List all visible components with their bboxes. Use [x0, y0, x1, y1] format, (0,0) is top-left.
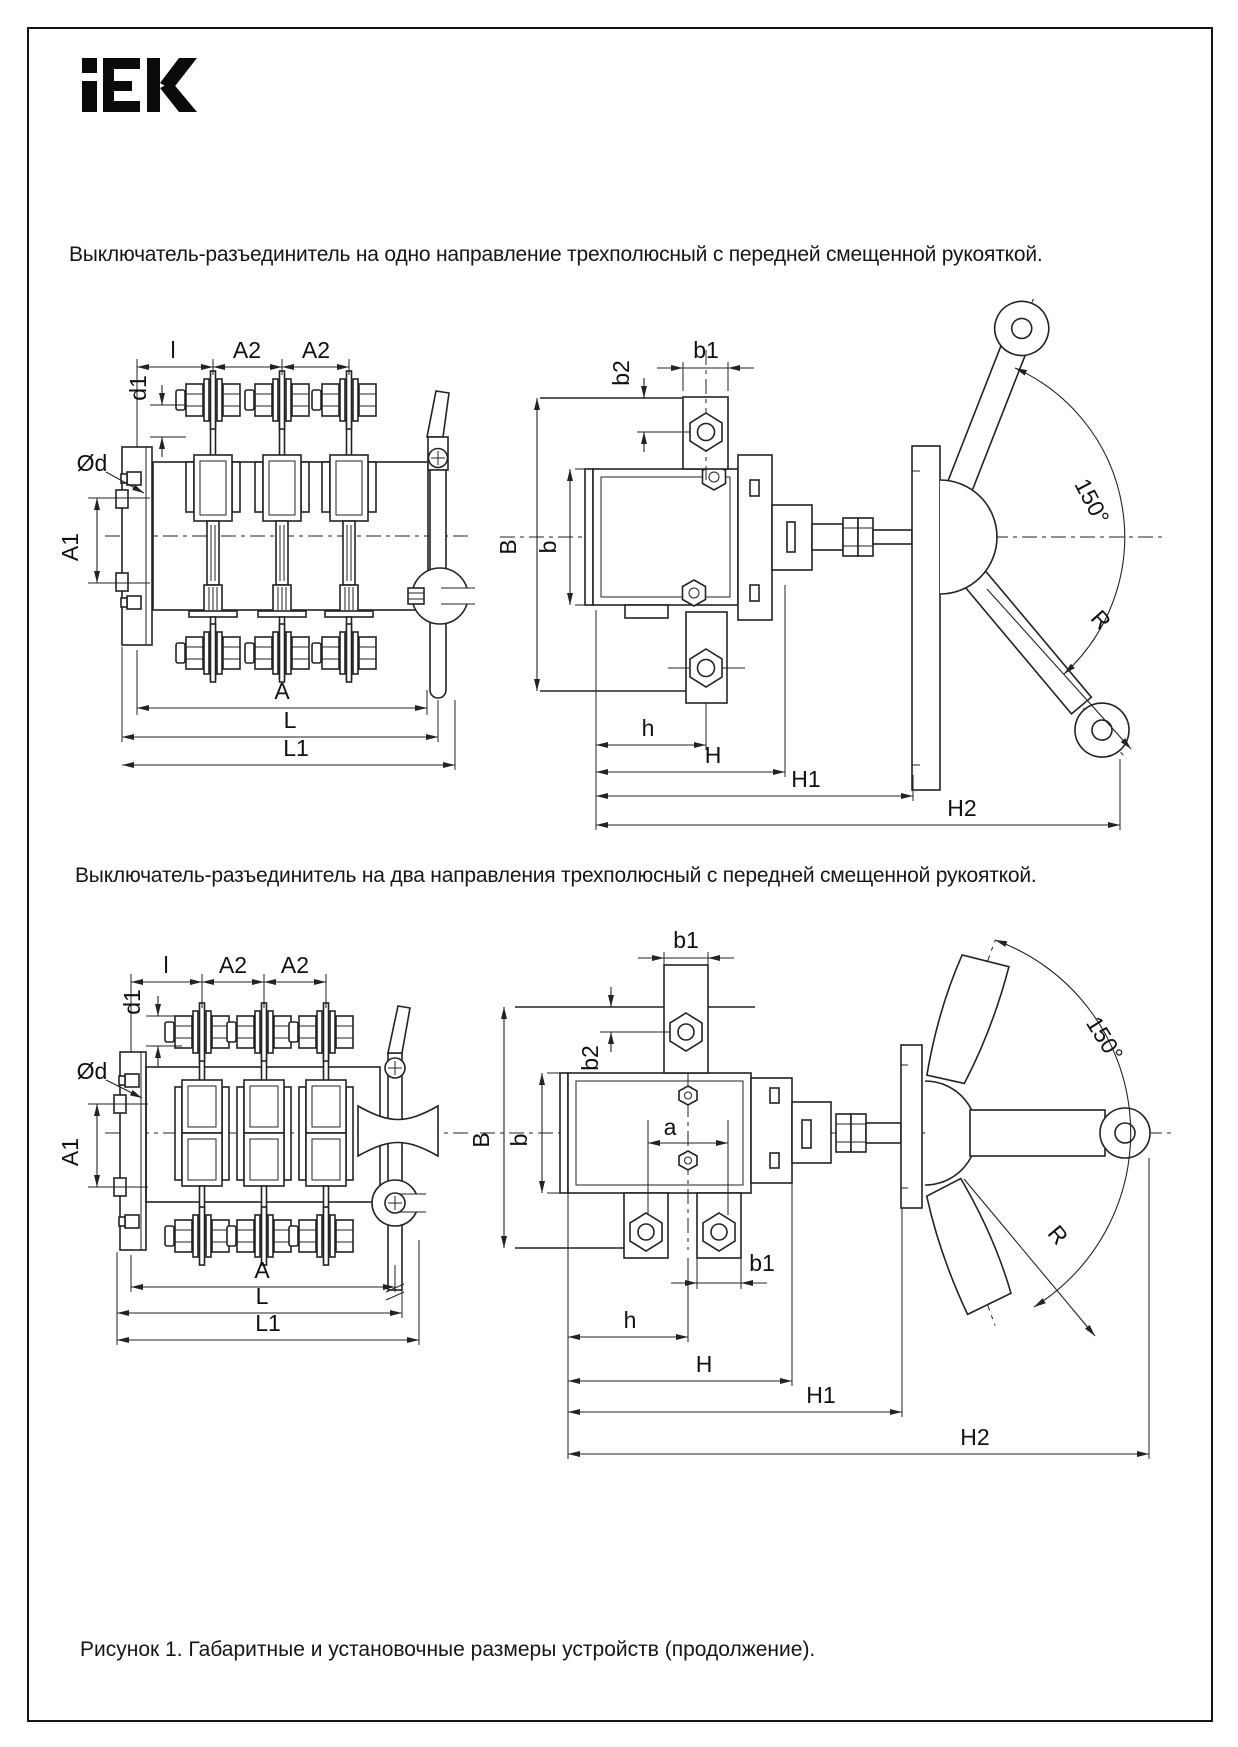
dim-label-a2-2: A2	[301, 337, 331, 363]
fig1-bracket-slot-top	[116, 490, 128, 508]
fig1-side-bolt-bottom	[683, 580, 706, 606]
fig1-front-mounting-bracket	[116, 447, 152, 645]
dim-label-h: h	[623, 1307, 637, 1333]
dim-label-b: b	[535, 540, 561, 554]
fig1-drawing	[0, 285, 1238, 841]
dim-label-a-small: a	[663, 1114, 677, 1140]
dim-label-a2-1: A2	[232, 337, 262, 363]
fig1-side-body	[585, 464, 738, 618]
fig1-pole-2	[245, 371, 309, 682]
iek-logo	[75, 50, 205, 120]
dim-label-d1: d1	[119, 989, 145, 1015]
dim-label-a1: A1	[57, 1137, 83, 1167]
dim-label-angle: 150°	[1081, 1011, 1129, 1066]
logo-i-bar	[82, 81, 97, 112]
fig2-dim-B	[468, 1007, 504, 1248]
dim-label-b: b	[506, 1133, 532, 1147]
fig2-side-face-bolt-bottom	[679, 1151, 697, 1170]
fig1-dim-d1	[125, 375, 186, 457]
dim-label-L1: L1	[255, 1310, 281, 1336]
dim-label-b2: b2	[577, 1045, 603, 1071]
dim-label-a: A	[274, 678, 290, 704]
figure-caption: Рисунок 1. Габаритные и установочные размеры устройств (продолжение).	[80, 1638, 816, 1661]
dim-label-a2-1: A2	[218, 952, 248, 978]
dim-label-a1: A1	[57, 532, 83, 562]
dim-label-H: H	[695, 1351, 713, 1377]
dim-label-radius: R	[1085, 604, 1117, 635]
dim-label-b2: b2	[608, 360, 634, 386]
logo-letter-k	[147, 58, 197, 112]
fig1-side-mounting-plate	[912, 446, 940, 790]
fig2-side-mounting-plate	[901, 1045, 922, 1208]
dim-label-B: B	[495, 539, 521, 555]
dim-label-H: H	[704, 742, 722, 768]
fig2-front-mounting-bracket	[114, 1052, 146, 1250]
fig1-front-view	[57, 337, 475, 770]
fig1-pole-1	[176, 371, 240, 682]
dim-label-b1-bottom: b1	[749, 1250, 775, 1276]
fig1-front-shaft	[408, 391, 475, 698]
dim-label-b1: b1	[693, 337, 719, 363]
dim-label-angle: 150°	[1069, 474, 1115, 529]
fig2-side-view	[468, 927, 1175, 1459]
fig2-pole-3	[289, 1003, 353, 1265]
fig2-front-shaft	[358, 1006, 438, 1300]
fig2-side-linkage	[751, 1078, 901, 1183]
dim-label-diameter: Ød	[76, 450, 108, 476]
fig2-pole-1	[165, 1003, 229, 1265]
fig2-front-view	[57, 952, 472, 1345]
dim-label-H2: H2	[960, 1424, 990, 1450]
fig1-dim-bottom-row	[596, 585, 1120, 830]
dim-label-radius: R	[1042, 1220, 1074, 1250]
dim-label-d1: d1	[125, 375, 151, 401]
fig1-side-linkage	[738, 455, 912, 620]
fig2-drawing	[0, 927, 1238, 1490]
logo-letter-e	[103, 58, 140, 112]
fig2-side-terminal-bottom-right	[697, 1193, 741, 1258]
dim-label-l: l	[163, 952, 169, 978]
dim-label-h: h	[641, 715, 655, 741]
fig2-dim-b2	[577, 987, 664, 1071]
fig1-pole-3	[312, 371, 376, 682]
dim-label-l: l	[170, 337, 176, 363]
fig1-dim-b2	[608, 360, 683, 452]
dim-label-a2-2: A2	[280, 952, 310, 978]
dim-label-B: B	[468, 1132, 494, 1148]
fig2-side-terminal-bottom-left	[624, 1193, 668, 1258]
fig2-side-face-bolt-top	[679, 1086, 697, 1105]
dim-label-b1-top: b1	[673, 927, 699, 953]
logo-i-dot	[82, 58, 97, 73]
fig1-side-terminal-bottom	[668, 612, 745, 703]
dim-label-H2: H2	[947, 795, 977, 821]
dim-label-L: L	[255, 1283, 269, 1309]
dim-label-diameter: Ød	[76, 1058, 108, 1084]
dim-label-H1: H1	[806, 1382, 836, 1408]
fig2-side-terminal-top	[600, 965, 708, 1073]
fig2-pole-2	[227, 1003, 291, 1265]
fig2-dim-b1-top	[638, 927, 734, 970]
dim-label-L: L	[283, 707, 297, 733]
title-two-directions: Выключатель-разъединитель на два направления трехполюсный с передней смещенной рукояткой.	[75, 864, 1037, 887]
title-one-direction: Выключатель-разъединитель на одно направление трехполюсный с передней смещенной рукояткой.	[69, 243, 1043, 266]
dim-label-a: A	[254, 1257, 270, 1283]
dim-label-L1: L1	[283, 735, 309, 761]
fig1-dim-B	[495, 398, 537, 691]
fig1-side-view	[495, 287, 1165, 830]
fig1-dim-radius	[987, 589, 1131, 749]
fig2-handle-horizontal	[970, 1108, 1150, 1158]
fig1-bracket-slot-bottom	[116, 573, 128, 591]
dim-label-H1: H1	[791, 766, 821, 792]
